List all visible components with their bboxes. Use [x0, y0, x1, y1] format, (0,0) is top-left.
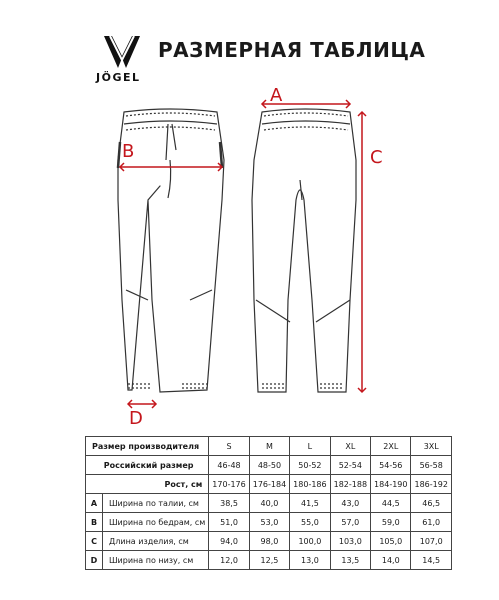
table-row: [86, 475, 452, 494]
size-cell: 105,0: [371, 532, 411, 551]
size-cell: L: [290, 437, 330, 456]
size-cell: 170-176: [209, 475, 249, 494]
table-row: [86, 494, 452, 513]
size-cell: 52-54: [330, 456, 370, 475]
size-cell: 43,0: [330, 494, 370, 513]
size-cell: 14,5: [411, 551, 451, 570]
size-cell: XL: [330, 437, 370, 456]
size-cell: 51,0: [209, 513, 249, 532]
size-cell: 41,5: [290, 494, 330, 513]
measure-code: B: [86, 513, 103, 532]
size-cell: 56-58: [411, 456, 451, 475]
table-row: [86, 437, 452, 456]
size-table: [85, 436, 452, 570]
brand-name: JÖGEL: [96, 71, 141, 84]
size-cell: 13,5: [330, 551, 370, 570]
measure-code: D: [86, 551, 103, 570]
row-label: Ширина по бедрам, см: [103, 513, 209, 532]
row-label: Рост, см: [86, 475, 209, 494]
table-row: [86, 551, 452, 570]
measure-code: C: [86, 532, 103, 551]
row-label: Длина изделия, см: [103, 532, 209, 551]
table-row: [86, 532, 452, 551]
size-cell: 57,0: [330, 513, 370, 532]
row-label: Российский размер: [86, 456, 209, 475]
size-cell: 182-188: [330, 475, 370, 494]
size-cell: S: [209, 437, 249, 456]
size-cell: 50-52: [290, 456, 330, 475]
size-cell: 46-48: [209, 456, 249, 475]
row-label: Ширина по низу, см: [103, 551, 209, 570]
size-cell: 103,0: [330, 532, 370, 551]
row-label: Ширина по талии, см: [103, 494, 209, 513]
marker-a: A: [270, 85, 283, 106]
measure-d: [128, 400, 156, 408]
marker-b: B: [122, 141, 135, 162]
table-row: [86, 456, 452, 475]
size-cell: 2XL: [371, 437, 411, 456]
size-cell: 14,0: [371, 551, 411, 570]
size-cell: 12,5: [249, 551, 289, 570]
table-row: [86, 513, 452, 532]
size-cell: 94,0: [209, 532, 249, 551]
marker-c: C: [370, 147, 383, 168]
size-cell: 55,0: [290, 513, 330, 532]
size-cell: 107,0: [411, 532, 451, 551]
marker-d: D: [129, 408, 143, 429]
size-cell: 184-190: [371, 475, 411, 494]
row-label: Размер производителя: [86, 437, 209, 456]
size-cell: 44,5: [371, 494, 411, 513]
size-cell: 59,0: [371, 513, 411, 532]
size-cell: 98,0: [249, 532, 289, 551]
size-cell: 40,0: [249, 494, 289, 513]
size-cell: 3XL: [411, 437, 451, 456]
pants-diagram: [0, 80, 499, 430]
size-cell: 38,5: [209, 494, 249, 513]
size-cell: 53,0: [249, 513, 289, 532]
size-cell: 100,0: [290, 532, 330, 551]
pants-back: [252, 109, 356, 392]
size-cell: 54-56: [371, 456, 411, 475]
size-cell: 180-186: [290, 475, 330, 494]
size-cell: 48-50: [249, 456, 289, 475]
measure-code: A: [86, 494, 103, 513]
measure-c: [358, 112, 366, 392]
size-cell: 13,0: [290, 551, 330, 570]
size-cell: 186-192: [411, 475, 451, 494]
size-cell: 61,0: [411, 513, 451, 532]
page-title: РАЗМЕРНАЯ ТАБЛИЦА: [158, 38, 426, 62]
size-cell: 46,5: [411, 494, 451, 513]
size-cell: 12,0: [209, 551, 249, 570]
size-cell: 176-184: [249, 475, 289, 494]
size-cell: M: [249, 437, 289, 456]
